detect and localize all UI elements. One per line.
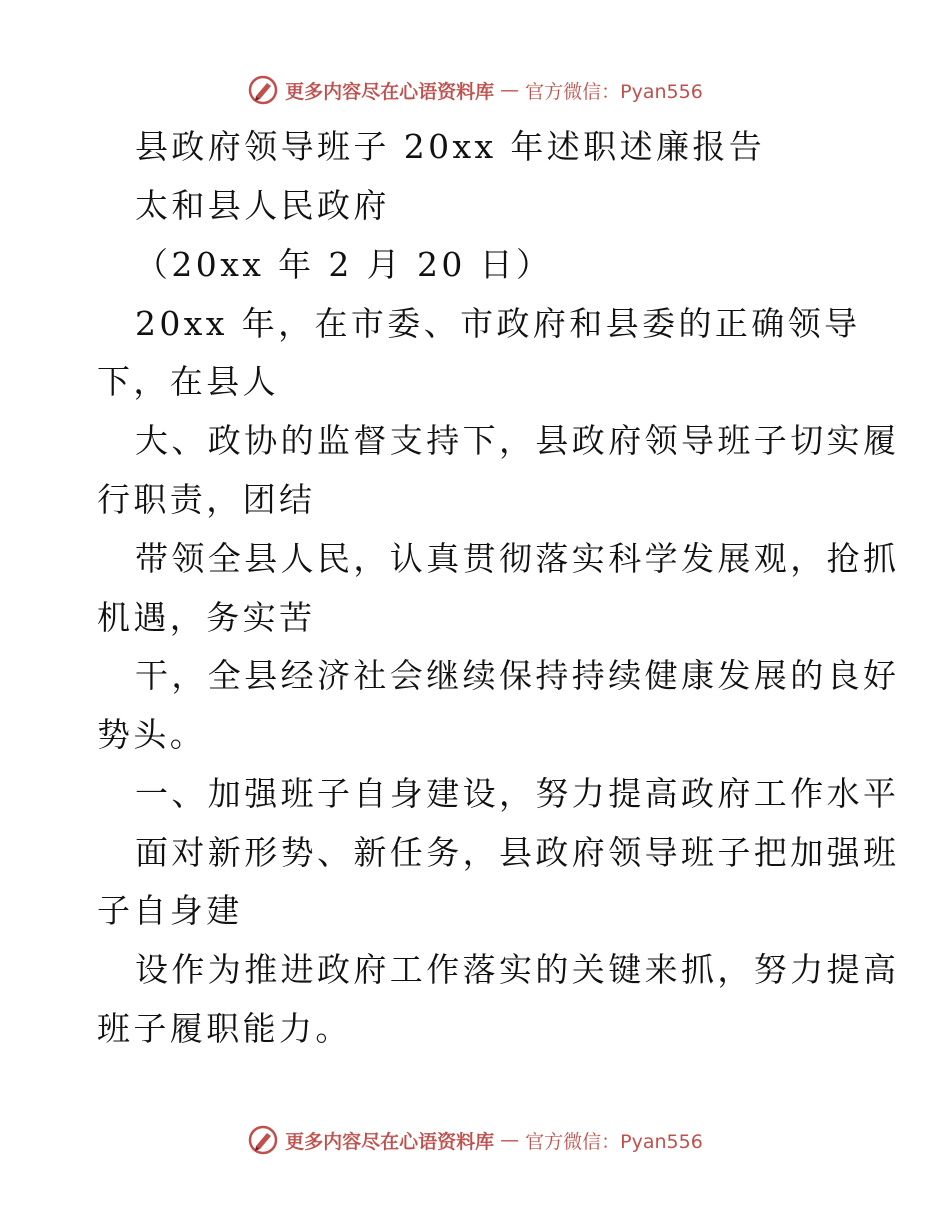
watermark-contact-text: 官方微信：Pyan556: [525, 1130, 703, 1153]
document-title: 县政府领导班子 20xx 年述职述廉报告: [135, 127, 766, 166]
paragraph-line: 设作为推进政府工作落实的关键来抓，努力提高: [135, 950, 900, 989]
watermark-main-text: 更多内容尽在心语资料库: [285, 80, 495, 103]
paragraph-line: 下，在县人: [97, 362, 279, 401]
watermark-contact-text: 官方微信：Pyan556: [525, 80, 703, 103]
document-author: 太和县人民政府: [135, 186, 390, 225]
pen-logo-icon: [247, 74, 279, 106]
pen-logo-icon: [247, 1124, 279, 1156]
paragraph-line: 行职责，团结: [97, 480, 316, 519]
watermark-footer: [0, 1120, 950, 1160]
paragraph-line: 子自身建: [97, 891, 243, 930]
paragraph-line: 干，全县经济社会继续保持持续健康发展的良好: [135, 656, 900, 695]
watermark-header: [0, 70, 950, 110]
paragraph-line: 带领全县人民，认真贯彻落实科学发展观，抢抓: [135, 539, 900, 578]
paragraph-line: 20xx 年，在市委、市政府和县委的正确领导: [135, 304, 861, 343]
paragraph-line: 班子履职能力。: [97, 1009, 352, 1048]
document-date: （20xx 年 2 月 20 日）: [135, 245, 553, 284]
paragraph-line: 面对新形势、新任务，县政府领导班子把加强班: [135, 833, 900, 872]
watermark-dash: —: [500, 79, 520, 101]
watermark-dash: —: [500, 1129, 520, 1151]
watermark-main-text: 更多内容尽在心语资料库: [285, 1130, 495, 1153]
paragraph-line: 势头。: [97, 715, 207, 754]
section-heading: 一、加强班子自身建设，努力提高政府工作水平: [135, 774, 900, 813]
paragraph-line: 机遇，务实苦: [97, 598, 316, 637]
paragraph-line: 大、政协的监督支持下，县政府领导班子切实履: [135, 421, 900, 460]
